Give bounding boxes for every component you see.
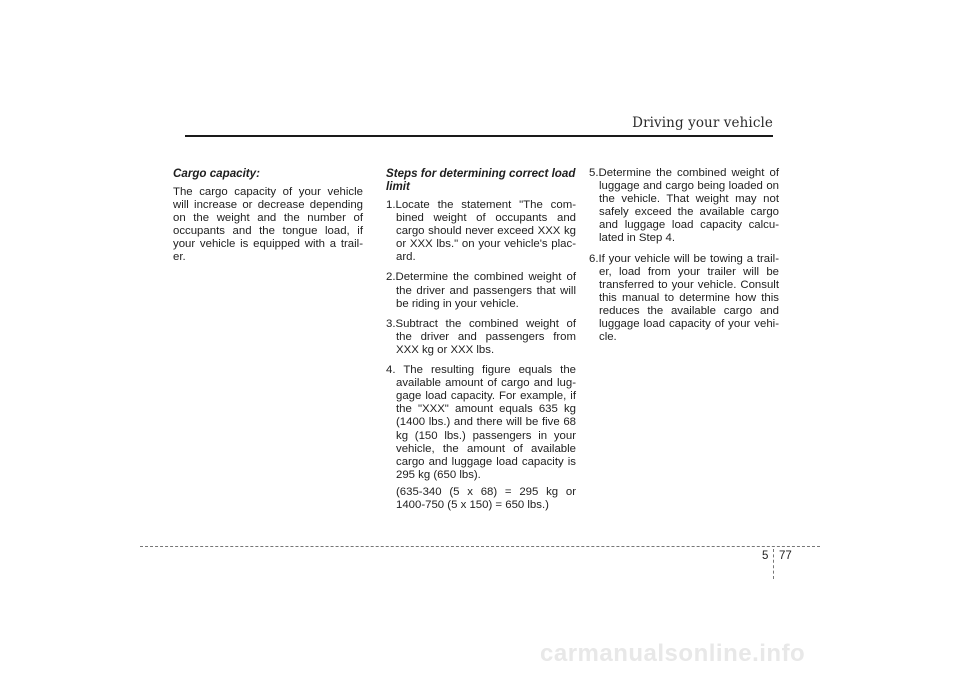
steps-list-continued [589, 167, 779, 344]
page-number-separator [773, 549, 774, 579]
page-header-title: Driving your vehicle [632, 115, 773, 131]
header-rule [185, 135, 773, 137]
watermark: carmanualsonline.info [540, 640, 806, 667]
step-item-1: 1.Locate the statement "The com-bined weight of occupants and cargo should never exceed XXX kg or XXX lbs." on your vehicle's plac-ard. [386, 199, 576, 264]
column-steps-continued [589, 167, 779, 351]
page-number: 77 [779, 550, 792, 562]
step-4-calculation-note: (635-340 (5 x 68) = 295 kg or 1400-750 (5 x 150) = 650 lbs.) [396, 485, 576, 511]
column-steps [386, 167, 576, 519]
step-item-6: 6.If your vehicle will be towing a trail-er, load from your trailer will be transferred to your vehicle. Consult this manual to determine how this reduces the available cargo and luggage load capacity of your vehi-cle. [589, 252, 779, 344]
steps-heading: Steps for determining correct load limit [386, 167, 576, 193]
step-item-4: 4. The resulting figure equals the available amount of cargo and lug-gage load capacity. For example, if the "XXX" amount equals 635 kg (1400 lbs.) and there will be five 68 kg (150 lbs.) passengers in your vehicle, the amount of available cargo and luggage load capacity is 295 kg (650 lbs). [386, 364, 576, 481]
chapter-number: 5 [762, 550, 769, 562]
step-item-3: 3.Subtract the combined weight of the driver and passengers from XXX kg or XXX lbs. [386, 317, 576, 356]
steps-list [386, 199, 576, 512]
step-item-2: 2.Determine the combined weight of the driver and passengers that will be riding in your vehicle. [386, 271, 576, 310]
column-cargo-capacity [173, 167, 363, 265]
step-item-5: 5.Determine the combined weight of luggage and cargo being loaded on the vehicle. That weight may not safely exceed the available cargo and luggage load capacity calcu-lated in Step 4. [589, 167, 779, 245]
cargo-capacity-heading: Cargo capacity: [173, 167, 260, 180]
footer-rule [140, 546, 820, 547]
cargo-capacity-text: The cargo capacity of your vehicle will increase or decrease depending on the weight and the number of occupants and the tongue load, if your vehicle is equipped with a trail-er. [173, 186, 363, 264]
